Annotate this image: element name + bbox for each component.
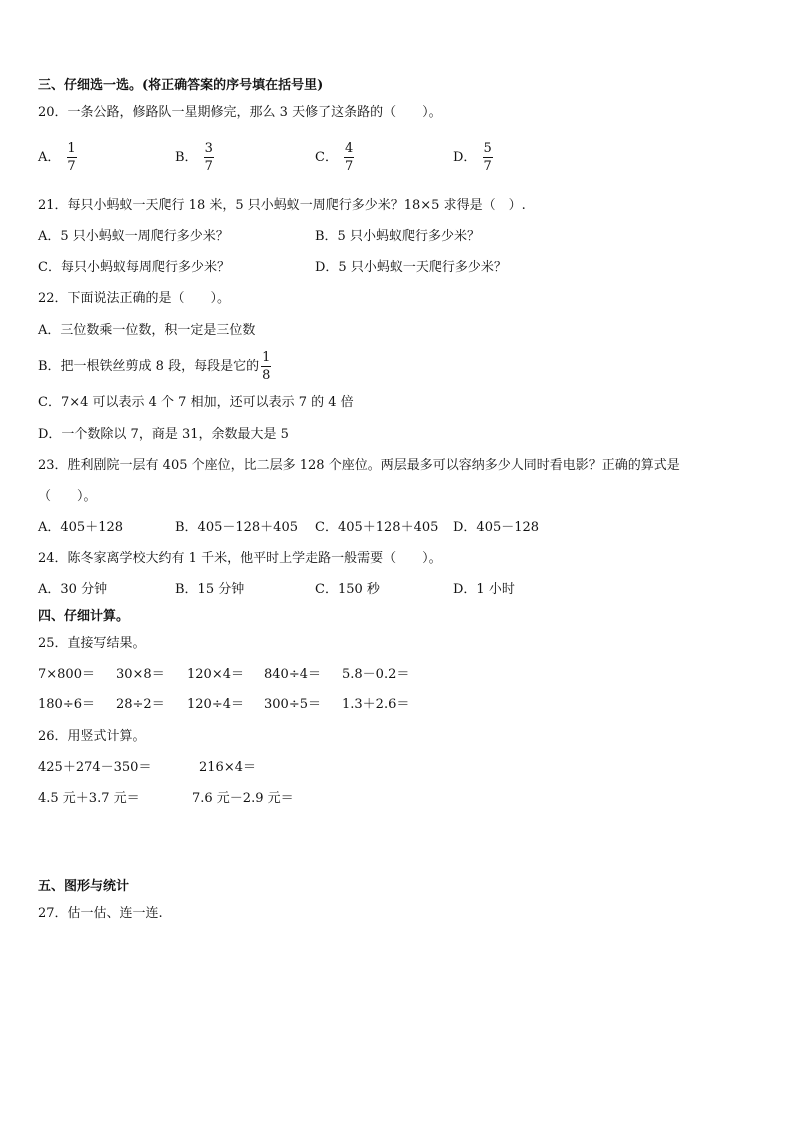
question-21-option-d[interactable]: D．5 只小蚂蚁一天爬行多少米？ [315, 260, 507, 275]
fraction: $\frac{4}{7}$ [344, 141, 354, 174]
vertical-calc-item: 425＋274－350＝ [38, 760, 152, 775]
calc-item: 300÷5＝ [264, 697, 321, 712]
question-20-option-b[interactable] [175, 141, 214, 174]
calc-item: 7×800＝ [38, 667, 95, 682]
question-22-option-a[interactable]: A．三位数乘一位数，积一定是三位数 [38, 323, 256, 338]
section-heading-calculate: 四、仔细计算。 [38, 609, 130, 624]
fraction: $\frac{5}{7}$ [483, 141, 492, 174]
calc-item: 1.3＋2.6＝ [342, 697, 410, 712]
question-24-option-b[interactable]: B．15 分钟 [175, 582, 245, 597]
question-22-option-d[interactable]: D．一个数除以 7，商是 31，余数最大是 5 [38, 427, 289, 442]
option-label: C． [315, 150, 338, 165]
question-25-stem: 25．直接写结果。 [38, 636, 146, 651]
vertical-calc-item: 4.5 元＋3.7 元＝ [38, 791, 140, 806]
calc-item: 840÷4＝ [264, 667, 321, 682]
question-24-stem: 24．陈冬家离学校大约有 1 千米，他平时上学走路一般需要（ ）。 [38, 551, 442, 566]
calc-item: 30×8＝ [116, 667, 165, 682]
option-label: D． [453, 150, 477, 165]
calc-item: 120×4＝ [187, 667, 244, 682]
question-23-stem-line1: 23．胜利剧院一层有 405 个座位，比二层多 128 个座位。两层最多可以容纳多少人同时看电影？正确的算式是 [38, 458, 680, 473]
calc-item: 120÷4＝ [187, 697, 244, 712]
question-23-option-a[interactable]: A．405＋128 [38, 520, 124, 535]
question-23-option-d[interactable]: D．405－128 [453, 520, 540, 535]
calc-item: 5.8－0.2＝ [342, 667, 410, 682]
question-21-option-a[interactable]: A．5 只小蚂蚁一周爬行多少米？ [38, 229, 229, 244]
question-20-option-d[interactable] [453, 141, 493, 174]
calc-item: 180÷6＝ [38, 697, 95, 712]
question-20-option-a[interactable] [38, 141, 77, 174]
vertical-calc-item: 216×4＝ [199, 760, 256, 775]
fraction: $\frac{1}{8}$ [262, 350, 271, 383]
fraction: $\frac{1}{7}$ [67, 141, 76, 174]
option-label: A． [38, 150, 61, 165]
question-21-option-b[interactable]: B．5 只小蚂蚁爬行多少米？ [315, 229, 480, 244]
question-27-stem: 27．估一估、连一连. [38, 906, 163, 921]
question-22-option-b[interactable] [38, 349, 271, 385]
vertical-calc-item: 7.6 元－2.9 元＝ [192, 791, 294, 806]
question-23-option-b[interactable]: B．405－128＋405 [175, 520, 298, 535]
calc-item: 28÷2＝ [116, 697, 165, 712]
question-23-stem-line2: （ ）。 [38, 489, 97, 504]
option-b-text: B．把一根铁丝剪成 8 段，每段是它的 [38, 359, 260, 374]
question-20-option-c[interactable] [315, 141, 354, 174]
question-22-stem: 22．下面说法正确的是（ ）。 [38, 291, 231, 306]
option-label: B． [175, 150, 198, 165]
question-21-stem: 21．每只小蚂蚁一天爬行 18 米，5 只小蚂蚁一周爬行多少米？18×5 求得是（ ）. [38, 198, 526, 213]
section-heading-shapes-statistics: 五、图形与统计 [38, 879, 130, 894]
question-22-option-c[interactable]: C．7×4 可以表示 4 个 7 相加，还可以表示 7 的 4 倍 [38, 395, 354, 410]
question-20-stem: 20．一条公路，修路队一星期修完，那么 3 天修了这条路的（ ）。 [38, 105, 442, 120]
question-21-option-c[interactable]: C．每只小蚂蚁每周爬行多少米？ [38, 260, 230, 275]
question-24-option-c[interactable]: C．150 秒 [315, 582, 380, 597]
question-26-stem: 26．用竖式计算。 [38, 729, 146, 744]
section-heading-choose: 三、仔细选一选。(将正确答案的序号填在括号里) [38, 78, 324, 93]
question-23-option-c[interactable]: C．405＋128＋405 [315, 520, 439, 535]
question-24-option-a[interactable]: A．30 分钟 [38, 582, 108, 597]
question-24-option-d[interactable]: D．1 小时 [453, 582, 515, 597]
fraction: $\frac{3}{7}$ [204, 141, 213, 174]
